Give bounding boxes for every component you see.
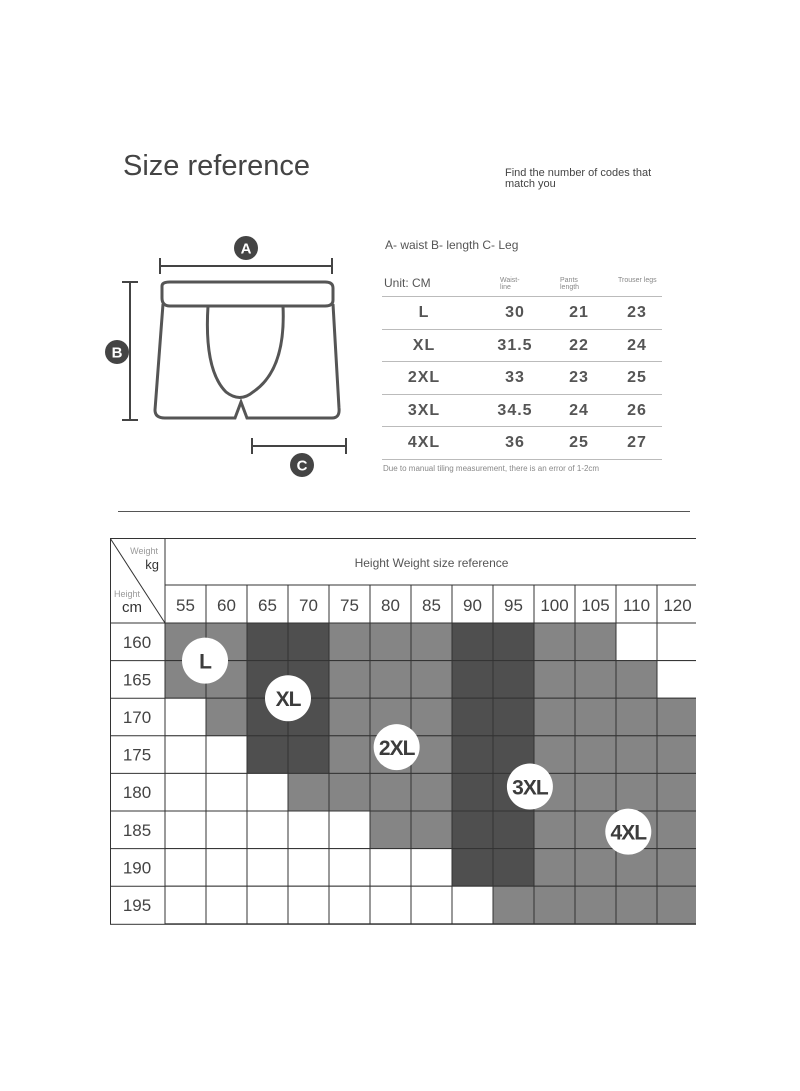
- grid-cell: [657, 661, 696, 699]
- grid-cell: [288, 623, 329, 661]
- weight-tick-label: 60: [217, 596, 236, 615]
- grid-cell: [329, 849, 370, 887]
- weight-tick-label: 110: [622, 596, 651, 615]
- grid-cell: [165, 886, 206, 924]
- grid-cell: [206, 736, 247, 774]
- grid-cell: [534, 849, 575, 887]
- grid-cell: [657, 849, 696, 887]
- grid-cell: [452, 698, 493, 736]
- height-unit: cm: [122, 599, 142, 616]
- size-badge-label: L: [199, 650, 211, 674]
- size-grid: [110, 538, 696, 933]
- weight-tick-label: 65: [258, 596, 277, 615]
- grid-cell: [165, 849, 206, 887]
- measurement-table-header: [382, 268, 662, 297]
- height-tick-label: 180: [122, 783, 152, 803]
- grid-cell: [575, 886, 616, 924]
- length-cell: 25: [569, 434, 589, 451]
- measurement-row: [382, 362, 662, 395]
- grid-cell: [206, 811, 247, 849]
- weight-tick-label: 105: [581, 596, 610, 615]
- weight-tick-label: 100: [540, 596, 569, 615]
- grid-cell: [165, 773, 206, 811]
- grid-cell: [534, 811, 575, 849]
- grid-cell: [493, 811, 534, 849]
- leg-cell: 24: [627, 336, 647, 354]
- grid-cell: [247, 886, 288, 924]
- grid-cell: [575, 849, 616, 887]
- size-cell: 4XL: [407, 434, 441, 451]
- briefs-outline: [155, 282, 339, 418]
- marker-b: B: [111, 344, 123, 362]
- size-badge-label: XL: [275, 688, 301, 712]
- grid-cell: [575, 698, 616, 736]
- grid-cell: [411, 886, 452, 924]
- marker-a: A: [240, 240, 252, 258]
- waist-cell: 30: [505, 304, 525, 321]
- grid-cell: [165, 736, 206, 774]
- grid-cell: [575, 623, 616, 661]
- grid-cell: [534, 661, 575, 699]
- grid-cell: [534, 698, 575, 736]
- grid-cell: [452, 736, 493, 774]
- measurement-note: Due to manual tiling measurement, there is an error of 1-2cm: [383, 464, 600, 473]
- header-legs: Trouser legs: [618, 277, 657, 284]
- measurement-row: [382, 297, 662, 330]
- size-cell: L: [418, 304, 430, 321]
- height-tick-label: 190: [122, 858, 152, 878]
- leg-cell: 23: [627, 304, 647, 321]
- grid-cell: [657, 886, 696, 924]
- length-cell: 23: [569, 369, 589, 386]
- grid-cell: [657, 698, 696, 736]
- briefs-diagram: [0, 0, 400, 500]
- weight-tick-label: 90: [463, 596, 482, 615]
- grid-cell: [247, 623, 288, 661]
- dimension-b: [105, 282, 138, 420]
- grid-cell: [575, 661, 616, 699]
- header-waist: Waist-line: [500, 277, 520, 291]
- size-grid-svg: [110, 538, 696, 928]
- grid-cell: [288, 811, 329, 849]
- page-subtitle: Find the number of codes that match you: [505, 167, 652, 190]
- height-tick-label: 165: [122, 670, 152, 690]
- grid-cell: [206, 698, 247, 736]
- grid-cell: [411, 811, 452, 849]
- grid-cell: [575, 773, 616, 811]
- grid-cell: [247, 736, 288, 774]
- size-cell: XL: [412, 336, 436, 354]
- grid-cell: [370, 773, 411, 811]
- grid-cell: [329, 736, 370, 774]
- measurement-row: [382, 395, 662, 428]
- grid-cell: [370, 886, 411, 924]
- weight-unit: kg: [145, 557, 159, 572]
- grid-cell: [247, 811, 288, 849]
- grid-cell: [288, 849, 329, 887]
- height-tick-label: 185: [122, 820, 152, 840]
- waist-cell: 31.5: [497, 336, 533, 354]
- size-badge-label: 2XL: [378, 737, 415, 761]
- grid-cell: [329, 811, 370, 849]
- waist-cell: 33: [505, 369, 525, 386]
- grid-cell: [616, 849, 657, 887]
- length-cell: 24: [569, 401, 589, 419]
- grid-cell: [616, 886, 657, 924]
- grid-cell: [370, 811, 411, 849]
- grid-cell: [616, 736, 657, 774]
- grid-cell: [534, 623, 575, 661]
- grid-cell: [206, 886, 247, 924]
- leg-cell: 25: [627, 369, 647, 386]
- height-tick-label: 160: [122, 632, 152, 652]
- grid-cell: [411, 773, 452, 811]
- grid-cell: [657, 623, 696, 661]
- grid-cell: [616, 623, 657, 661]
- grid-cell: [616, 698, 657, 736]
- measurement-table: [382, 268, 662, 460]
- grid-cell: [493, 661, 534, 699]
- grid-cell: [206, 773, 247, 811]
- grid-cell: [616, 661, 657, 699]
- grid-cell: [247, 849, 288, 887]
- grid-cell: [452, 811, 493, 849]
- grid-cell: [493, 886, 534, 924]
- marker-c: C: [296, 457, 308, 475]
- grid-cell: [411, 623, 452, 661]
- height-label: Height: [114, 589, 141, 599]
- height-tick-label: 195: [122, 896, 152, 915]
- weight-tick-label: 95: [504, 596, 523, 615]
- dimension-a: [160, 236, 332, 274]
- waist-cell: 34.5: [497, 401, 533, 419]
- grid-cell: [288, 736, 329, 774]
- grid-cell: [657, 811, 696, 849]
- grid-cell: [657, 773, 696, 811]
- grid-cell: [452, 623, 493, 661]
- grid-cell: [452, 661, 493, 699]
- grid-cell: [206, 849, 247, 887]
- grid-cell: [452, 886, 493, 924]
- measurement-row: [382, 330, 662, 363]
- leg-cell: 26: [627, 401, 647, 419]
- header-length: Pants length: [560, 277, 580, 291]
- grid-cell: [411, 661, 452, 699]
- dimension-c: [252, 438, 346, 477]
- length-cell: 21: [569, 304, 589, 321]
- grid-cell: [452, 849, 493, 887]
- page-title: Size reference: [123, 150, 310, 182]
- grid-cell: [575, 736, 616, 774]
- weight-tick-label: 120: [663, 596, 692, 615]
- grid-cell: [165, 698, 206, 736]
- size-badge-label: 3XL: [512, 776, 548, 800]
- grid-cell: [329, 773, 370, 811]
- grid-cell: [329, 623, 370, 661]
- measurement-row: [382, 427, 662, 460]
- weight-tick-label: 55: [176, 596, 195, 615]
- weight-label: Weight: [130, 546, 158, 556]
- grid-cell: [452, 773, 493, 811]
- size-cell: 2XL: [407, 369, 441, 386]
- waist-cell: 36: [505, 434, 525, 451]
- grid-cell: [165, 811, 206, 849]
- grid-cell: [616, 773, 657, 811]
- grid-cell: [493, 849, 534, 887]
- length-cell: 22: [569, 336, 589, 354]
- unit-label: Unit: CM: [384, 276, 431, 290]
- grid-cell: [329, 886, 370, 924]
- grid-cell: [370, 623, 411, 661]
- grid-cell: [329, 661, 370, 699]
- weight-tick-label: 80: [381, 596, 400, 615]
- weight-tick-label: 75: [340, 596, 359, 615]
- leg-cell: 27: [627, 434, 647, 451]
- grid-cell: [411, 698, 452, 736]
- grid-cell: [411, 849, 452, 887]
- weight-tick-label: 85: [422, 596, 441, 615]
- grid-cell: [247, 773, 288, 811]
- grid-cell: [534, 886, 575, 924]
- measurement-legend: A- waist B- length C- Leg: [385, 238, 519, 252]
- size-cell: 3XL: [407, 401, 441, 419]
- grid-cell: [370, 661, 411, 699]
- grid-cell: [493, 698, 534, 736]
- grid-cell: [288, 886, 329, 924]
- grid-cell: [657, 736, 696, 774]
- weight-tick-label: 70: [299, 596, 318, 615]
- height-tick-label: 170: [122, 708, 152, 727]
- grid-cell: [329, 698, 370, 736]
- section-divider: [118, 511, 690, 512]
- grid-cell: [288, 773, 329, 811]
- size-badge-label: 4XL: [610, 821, 647, 845]
- size-grid-title: Height Weight size reference: [354, 556, 509, 570]
- height-tick-label: 175: [122, 745, 152, 765]
- grid-cell: [493, 623, 534, 661]
- grid-cell: [370, 849, 411, 887]
